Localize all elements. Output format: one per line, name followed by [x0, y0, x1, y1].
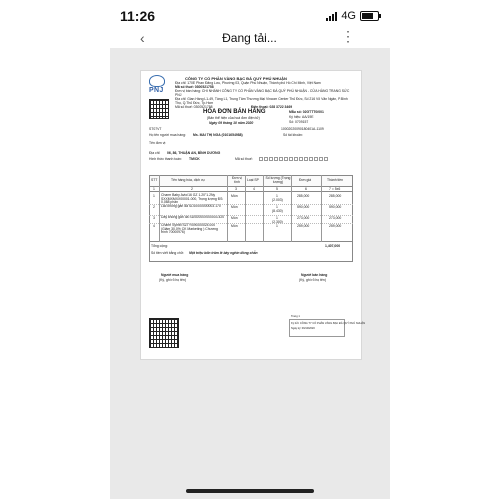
company-address: Địa chỉ: 170E Phan Đăng Lưu, Phường 03, Quận Phú Nhuận, Thành phố Hồ Chí Minh, Việt Nam [175, 81, 321, 85]
account-label: Số tài khoản: [283, 133, 303, 137]
company-tax: Mã số thuế: 0300521758 [175, 85, 214, 89]
address-label: Địa chỉ: [149, 151, 161, 155]
table-cell-name: Dây không gắn đá SDS0000X000003.420 [161, 215, 225, 219]
more-button[interactable] [340, 28, 356, 46]
home-indicator[interactable] [186, 489, 314, 493]
col-num-1: 1 [153, 187, 155, 191]
table-cell-weight: (8.430) [272, 209, 283, 213]
table-cell-unit: Món [231, 216, 238, 220]
more-vertical-icon: ⋮ [341, 28, 355, 44]
buyer-sign-note: (Ký, ghi rõ họ tên) [159, 278, 186, 282]
table-cell-amount: 590,000 [329, 205, 342, 209]
col-num-3: 3 [235, 187, 237, 191]
status-time: 11:26 [120, 8, 156, 24]
invoice-title: HÓA ĐƠN BÁN HÀNG [203, 109, 266, 115]
table-cell-weight: (2.003) [272, 198, 283, 202]
signed-date: Ngày ký: 09/10/2020 [291, 327, 315, 330]
form-no: Mẫu số: 02GTTT0/001 [289, 110, 324, 114]
words-label: Số tiền viết bằng chữ: [151, 251, 184, 255]
table-cell-unit: Món [231, 194, 238, 198]
lookup-qr-code [149, 318, 179, 348]
row-divider [149, 215, 353, 216]
unit-label: Tên đơn vị: [149, 141, 167, 145]
row-divider [149, 223, 353, 224]
network-label: 4G [341, 10, 356, 22]
col-stt: STT [151, 178, 158, 182]
seller-sign-title: Người bán hàng [301, 273, 328, 277]
table-cell-amount: 285,000 [329, 194, 342, 198]
status-indicators [326, 10, 379, 22]
buyer-sign-title: Người mua hàng [161, 273, 189, 277]
page-title: Đang tải... [222, 31, 277, 45]
branch-tax: Mã số thuế: 0300521758 [175, 105, 213, 109]
table-cell-unit: Món [231, 205, 238, 209]
col-unit: Đơn vị tính [232, 176, 242, 184]
table-cell-stt: 1 [153, 194, 155, 198]
col-type: Loại SP [247, 178, 259, 182]
col-amount: Thành tiền [327, 178, 344, 182]
total-value: 1,407,000 [325, 244, 341, 248]
col-qty: Số lượng (Trọng lượng) [265, 176, 291, 184]
table-cell-price: 590,000 [297, 205, 310, 209]
serial: Ký hiệu: AA/19E [289, 115, 314, 119]
buyer-address: 06, 86, THUẬN AN, BÌNH DƯƠNG [167, 151, 221, 155]
signed-by: Ký bởi: CÔNG TY CỔ PHẦN VÀNG BẠC ĐÁ QUÝ PHÚ NHUẬN [291, 322, 366, 325]
table-cell-price: 285,000 [297, 194, 310, 198]
table-cell-stt: 4 [153, 224, 155, 228]
table-cell-qty: 1 [276, 224, 278, 228]
table-cell-stt: 3 [153, 216, 155, 220]
buyer-name: Ms. MAI THỊ NGA (0101654988) [193, 133, 243, 137]
col-num-4: 4 [253, 187, 255, 191]
table-cell-weight: (2.300) [272, 220, 283, 224]
row-divider [149, 204, 353, 205]
invoice-subtitle: (Bản thể hiện của hoá đơn điện tử) [207, 116, 260, 120]
buyer-label: Họ tên người mua hàng: [149, 133, 186, 137]
table-cell-name: Charm Symbl SZTY00K000024.000 (Giảm 30.0% CK Marketing ) Chương trình 70000976) [161, 223, 218, 235]
qr-code [149, 99, 169, 119]
signal-icon [326, 12, 337, 21]
page-number: Trang 1 [291, 315, 300, 318]
pnj-logo: PNJ [149, 75, 165, 97]
branch-address: Địa chỉ: Gian Hàng L1-49, Tầng L1, Trung Tâm Thương Mại Vincom Center Thủ Đức, Số 216 Võ Văn Ngân, P.Bình Thọ, Q.Thủ Đức, Tp.Hcm [175, 97, 348, 105]
col-price: Đơn giá [299, 178, 312, 182]
tax-code-cells [259, 157, 329, 161]
table-cell-name: Charm Baby Avio/16 GZ 1.20"1.2Ny SXXMXMXX00001.000, Trọng lượng ĐS: 0.088 phân [161, 193, 224, 205]
payment-label: Hình thức thanh toán: [149, 157, 182, 161]
col-num-2: 2 [191, 187, 193, 191]
branch-phone: Điện thoại: 028 3722 3469 [251, 105, 293, 109]
battery-icon [360, 11, 379, 21]
table-cell-qty: 1 [276, 194, 278, 198]
col-num-6: 6 [305, 187, 307, 191]
status-bar [0, 0, 499, 28]
table-cell-amount: 259,000 [329, 224, 342, 228]
payment-method: TM/CK [189, 157, 200, 161]
nav-bar [0, 28, 499, 48]
table-cell-price: 273,000 [297, 216, 310, 220]
chevron-left-icon: ‹ [140, 30, 145, 46]
table-cell-unit: Món [231, 224, 238, 228]
words-value: Một triệu bốn trăm lẻ bảy nghìn đồng chẵn [189, 251, 258, 255]
col-num-7: 7 = 5x6 [329, 187, 341, 191]
col-num-5: 5 [276, 187, 278, 191]
table-cell-name: Lắc không gắn đá SLS0000000003.170 [161, 204, 221, 208]
ref-code: ST07VT [149, 127, 162, 131]
table-cell-qty: 1 [276, 205, 278, 209]
branch-name: Đơn vị bán hàng: CHI NHÁNH CÔNG TY CỔ PHẦN VÀNG BẠC ĐÁ QUÝ PHÚ NHUẬN - CỬA HÀNG TRANG SỨC PNJ [175, 89, 350, 97]
seller-sign-note: (Ký, ghi rõ họ tên) [299, 278, 326, 282]
company-name: CÔNG TY CỔ PHẦN VÀNG BẠC ĐÁ QUÝ PHÚ NHUẬN [185, 76, 287, 81]
table-cell-stt: 2 [153, 205, 155, 209]
col-name: Tên hàng hóa, dịch vụ [171, 178, 205, 182]
table-cell-price: 259,000 [297, 224, 310, 228]
table-cell-qty: 1 [276, 216, 278, 220]
invoice-document [140, 70, 366, 360]
invoice-no: Số: 0709157 [289, 120, 309, 124]
lookup-code: 10002020090180401A-1109 [281, 127, 324, 131]
table-cell-amount: 273,000 [329, 216, 342, 220]
invoice-date: Ngày 09 tháng 10 năm 2020 [209, 121, 254, 125]
tax-code-label: Mã số thuế: [235, 157, 253, 161]
total-label: Tổng cộng: [151, 244, 168, 248]
